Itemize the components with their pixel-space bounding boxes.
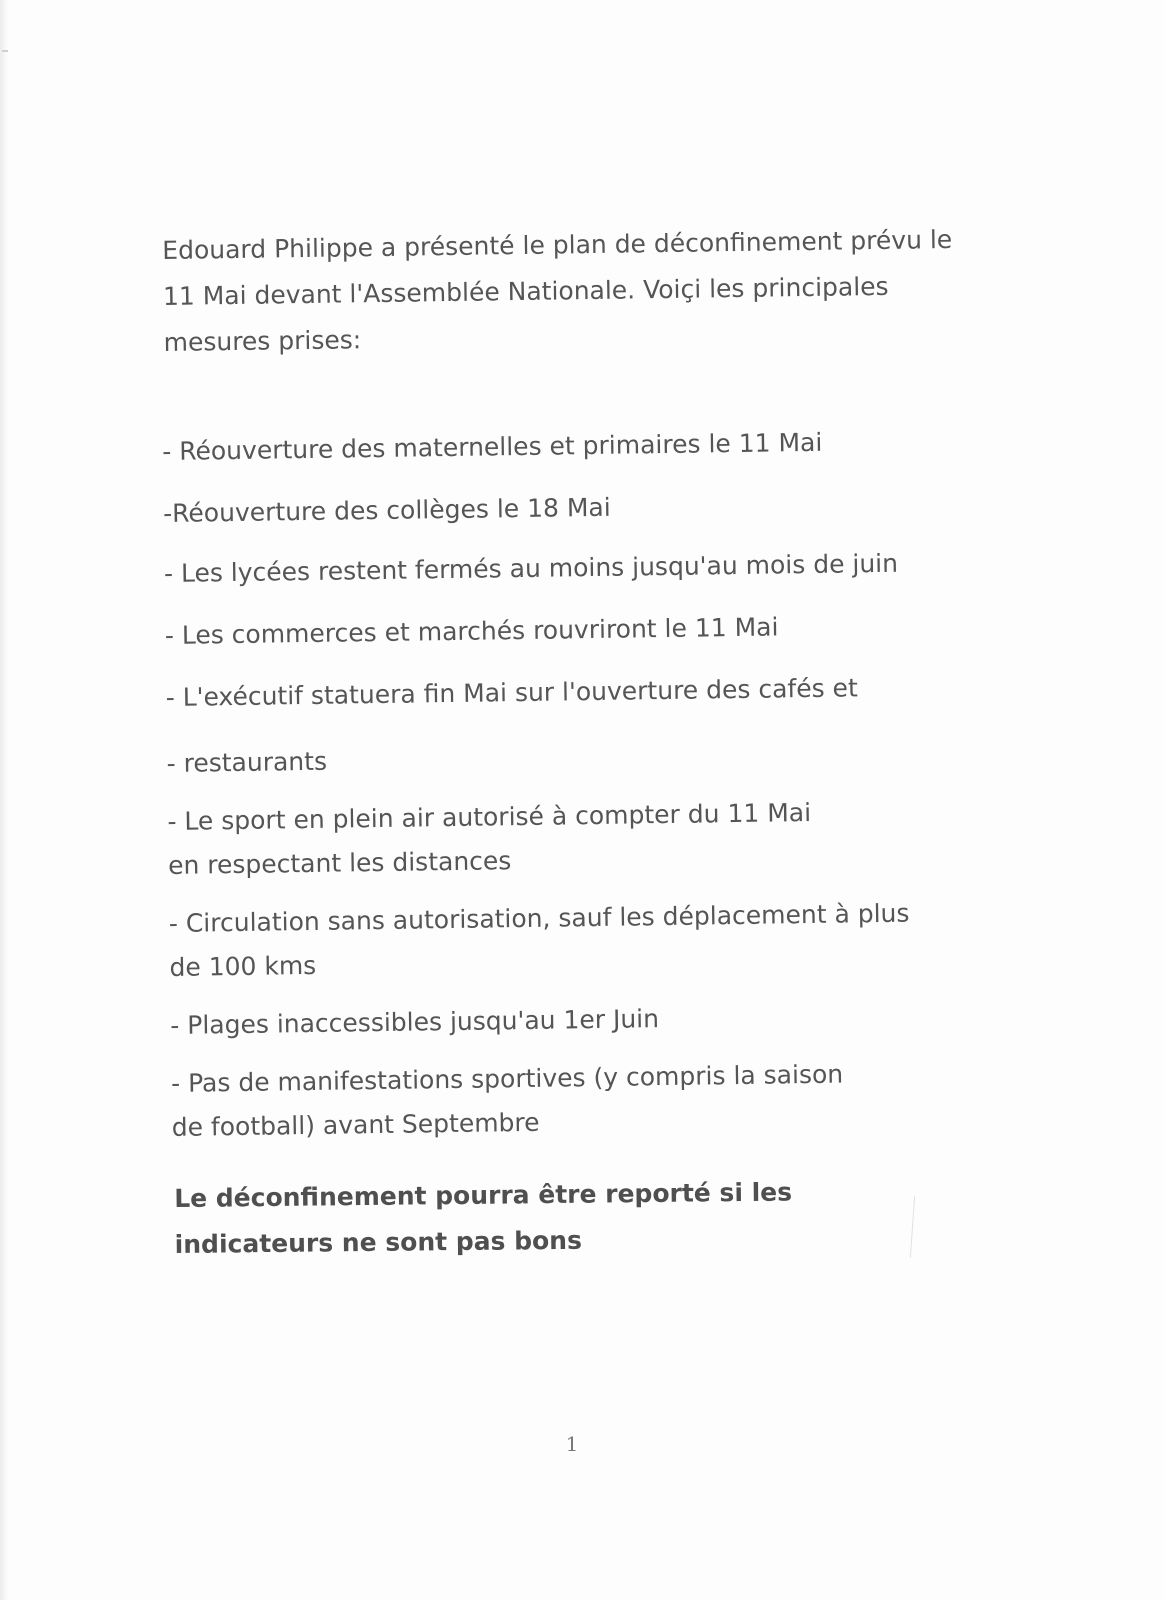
- page-number: 1: [565, 1432, 579, 1456]
- conclusion-paragraph: Le déconfinement pourra être reporté si les indicateurs ne sont pas bons: [174, 1177, 793, 1259]
- measure-item: - Pas de manifestations sportives (y compris la saison de football) avant Septembre: [170, 1059, 844, 1142]
- scan-mark: [2, 50, 8, 52]
- measure-item: - restaurants: [166, 746, 328, 778]
- measure-item: - Les lycées restent fermés au moins jusqu'au mois de juin: [163, 548, 899, 588]
- measure-item: - Circulation sans autorisation, sauf les déplacement à plus de 100 kms: [168, 898, 910, 982]
- measure-item: - Réouverture des maternelles et primaires le 11 Mai: [162, 427, 823, 466]
- intro-paragraph: Edouard Philippe a présenté le plan de déconfinement prévu le 11 Mai devant l'Assemblée Nationale. Voiçi les principales mesures prises:: [162, 224, 953, 357]
- measure-item: - Les commerces et marchés rouvriront le 11 Mai: [164, 612, 779, 650]
- measure-item: - Plages inaccessibles jusqu'au 1er Juin: [170, 1004, 660, 1040]
- measure-item: - L'exécutif statuera fin Mai sur l'ouverture des cafés et: [165, 673, 858, 712]
- measures-list: [162, 419, 982, 1164]
- measure-item: - Le sport en plein air autorisé à compter du 11 Mai en respectant les distances: [167, 797, 812, 880]
- scan-edge-shadow: [0, 0, 8, 1600]
- measure-item: -Réouverture des collèges le 18 Mai: [162, 492, 611, 528]
